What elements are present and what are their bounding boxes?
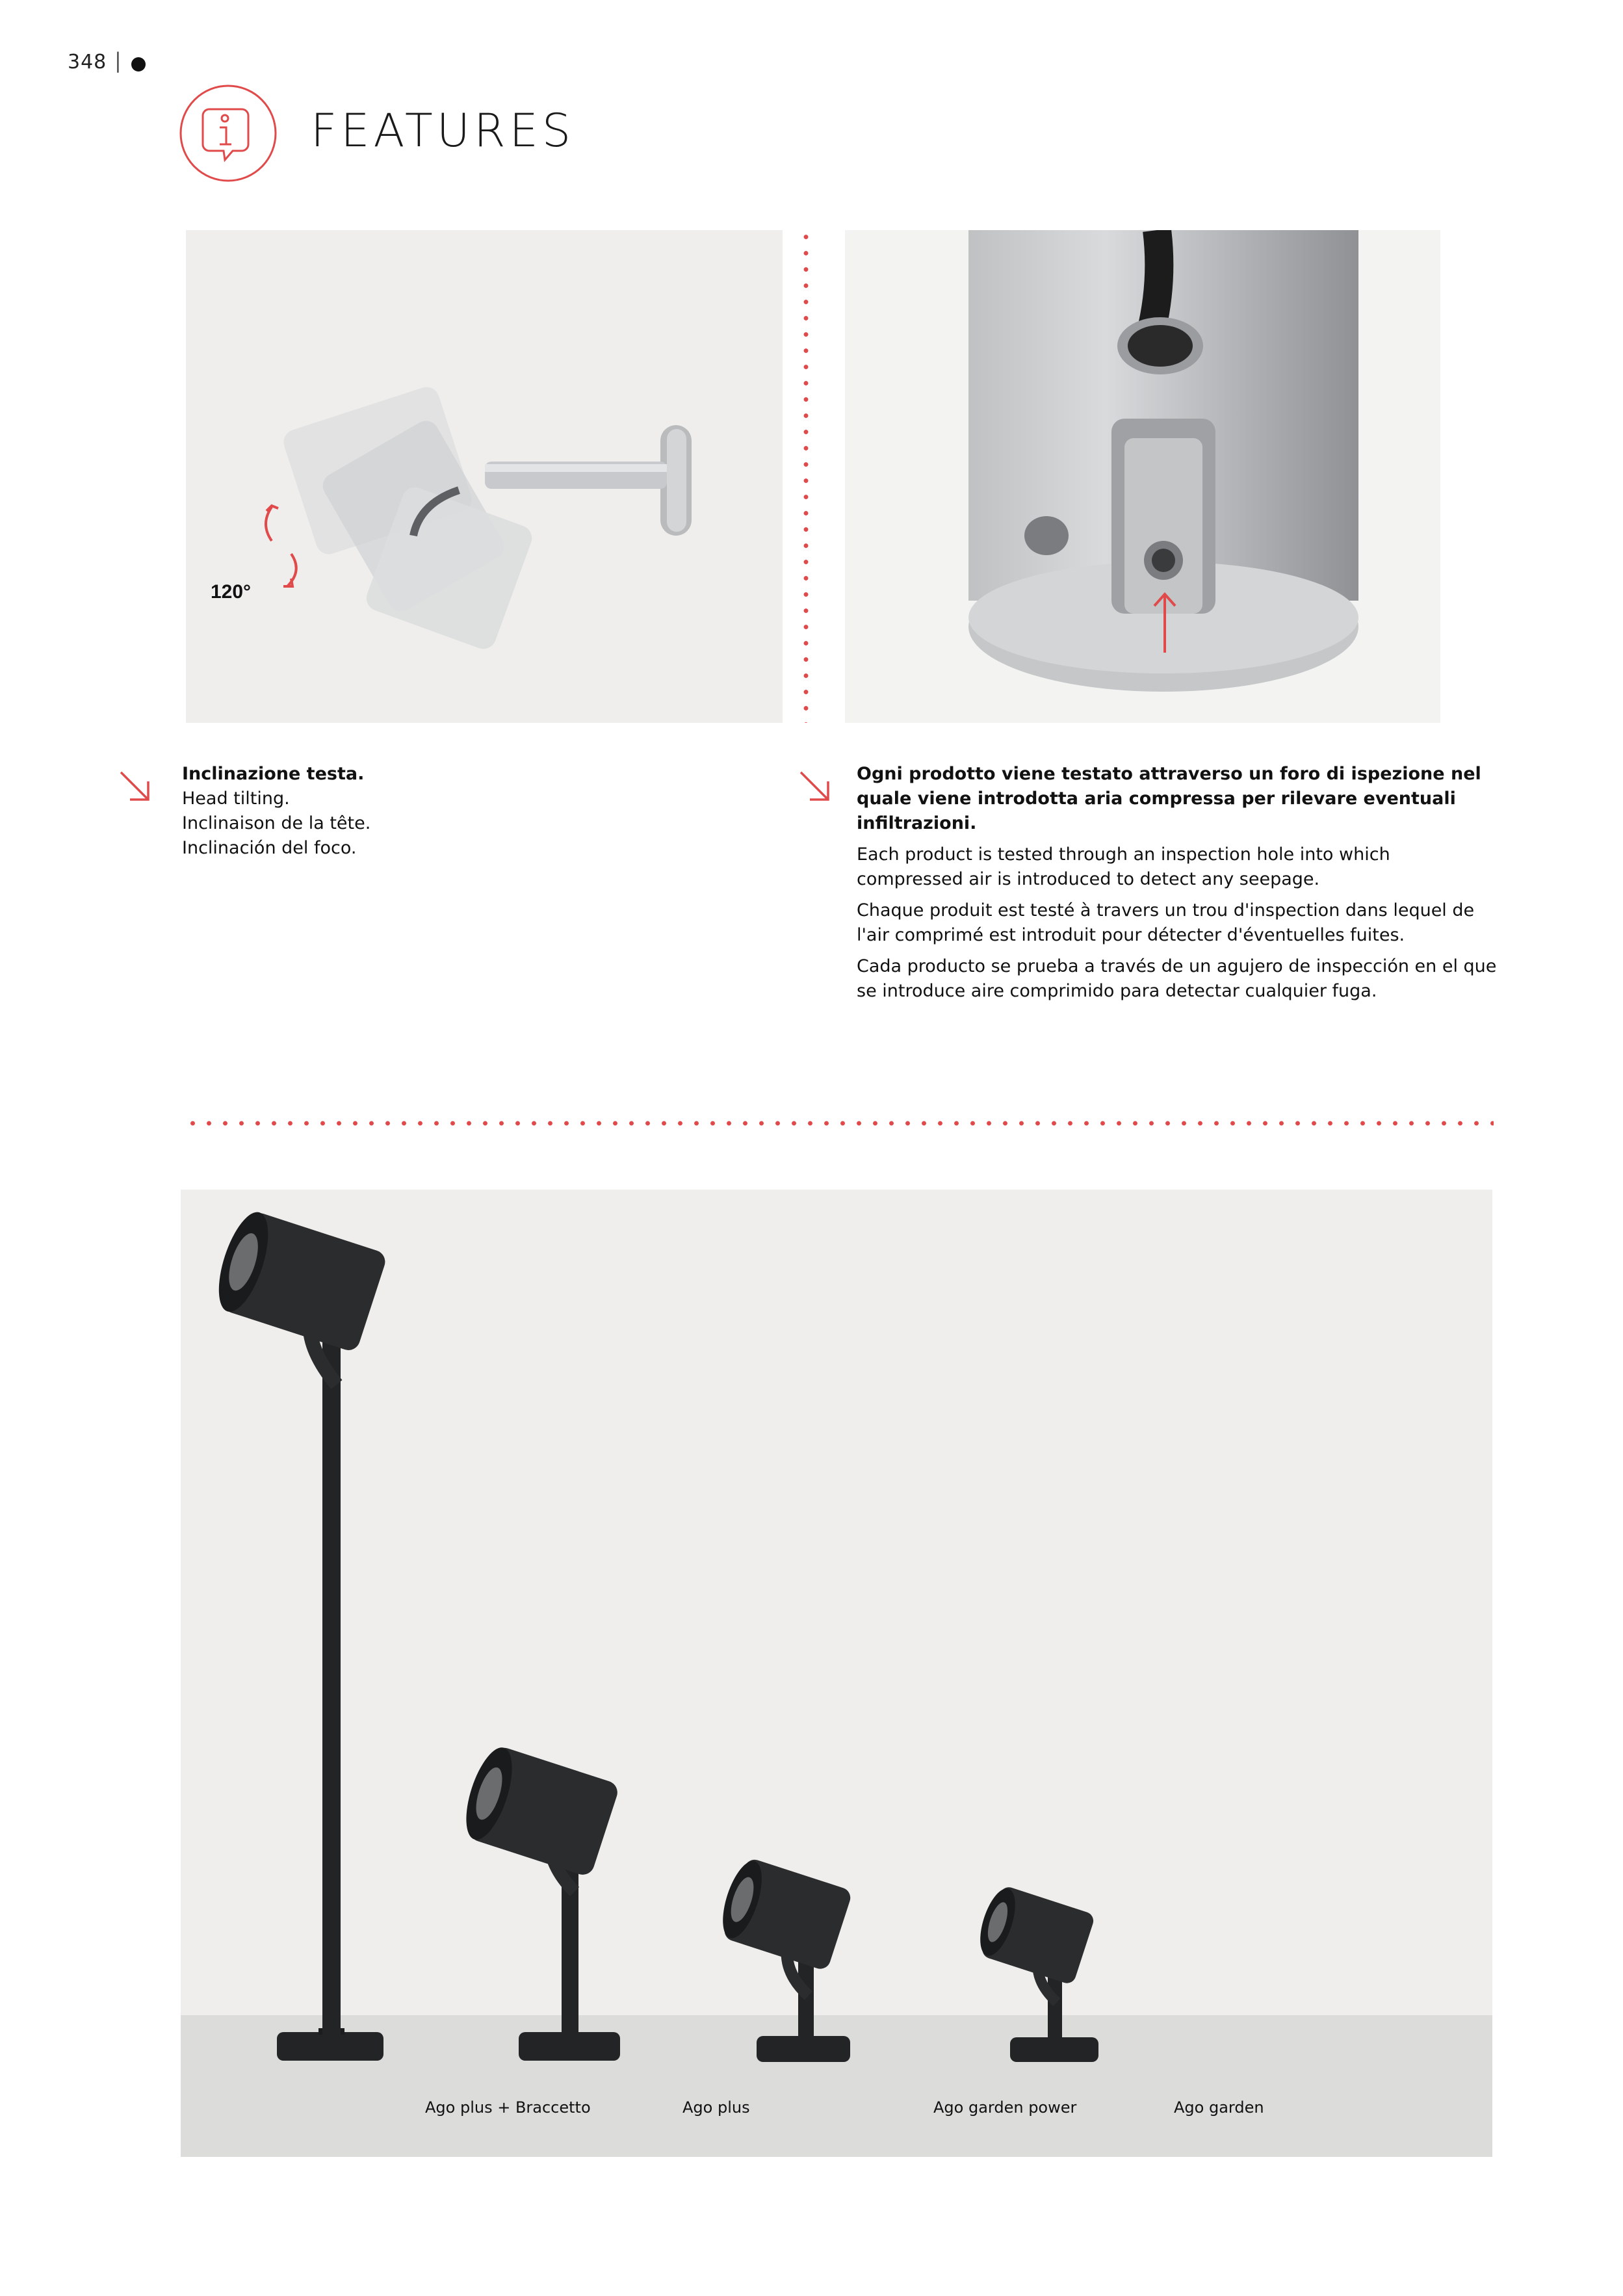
product-label: Ago plus <box>682 2098 750 2117</box>
tilting-illustration <box>186 230 783 723</box>
head-tilting-text <box>182 762 754 861</box>
vertical-divider <box>803 229 809 723</box>
product-label: Ago garden power <box>933 2098 1077 2117</box>
page-number: 348 <box>68 51 107 73</box>
inspection-fr: Chaque produit est testé à travers un trou d'inspection dans lequel de l'air comprimé est introduit pour détecter d'éventuelles fuites. <box>857 900 1475 945</box>
product-range-illustration <box>181 1190 1492 2157</box>
head-tilting-photo <box>186 230 783 723</box>
product-label: Ago plus + Braccetto <box>425 2098 591 2117</box>
info-icon <box>178 83 278 183</box>
inspection-hole-photo <box>845 230 1440 723</box>
head-tilting-en: Head tilting. <box>182 789 290 809</box>
page-dot-icon <box>131 57 146 72</box>
section-title: FEATURES <box>311 104 575 157</box>
ago-plus-fixture <box>457 1742 621 2061</box>
inspection-text <box>857 762 1500 1010</box>
head-tilting-es: Inclinación del foco. <box>182 838 357 858</box>
horizontal-divider <box>185 1121 1494 1126</box>
inspection-title: Ogni prodotto viene testato attraverso un foro di ispezione nel quale viene introdotta aria compressa per rilevare eventuali infiltrazioni. <box>857 764 1481 833</box>
head-tilting-fr: Inclinaison de la tête. <box>182 813 371 833</box>
angle-label: 120° <box>211 581 252 603</box>
inspection-illustration <box>845 230 1440 723</box>
inspection-en: Each product is tested through an inspection hole into which compressed air is introduced to detect any seepage. <box>857 844 1390 889</box>
arrow-down-right-icon <box>797 768 833 805</box>
ago-plus-braccetto-fixture <box>209 1207 388 2061</box>
head-tilting-title: Inclinazione testa. <box>182 764 365 784</box>
inspection-es: Cada producto se prueba a través de un agujero de inspección en el que se introduce aire comprimido para detectar cualquier fuga. <box>857 956 1497 1001</box>
page-separator: | <box>114 48 122 73</box>
product-label: Ago garden <box>1174 2098 1264 2117</box>
product-range-photo <box>181 1190 1492 2157</box>
arrow-down-right-icon <box>117 768 153 805</box>
